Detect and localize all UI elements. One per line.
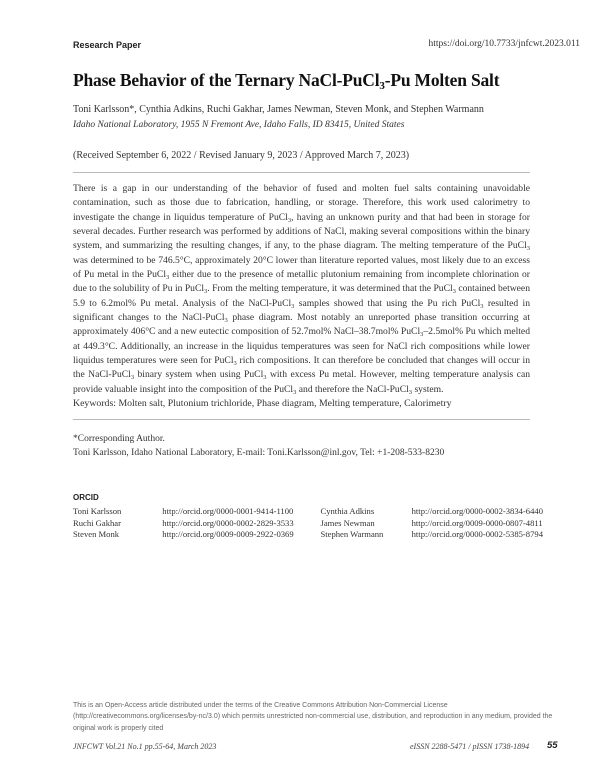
orcid-table [73,506,543,541]
corresponding-label: *Corresponding Author. [73,434,165,444]
orcid-name: Steven Monk [73,529,120,540]
section-label: Research Paper [73,40,142,50]
issn-info: eISSN 2288-5471 / pISSN 1738-1894 [410,742,530,751]
orcid-link[interactable]: http://orcid.org/0009-0000-0807-4811 [411,517,543,528]
title-subscript: 3 [379,80,385,92]
orcid-link[interactable]: http://orcid.org/0000-0002-2829-3533 [162,517,294,528]
orcid-name: James Newman [320,517,375,528]
orcid-name: Ruchi Gakhar [73,517,121,528]
orcid-heading: ORCID [73,493,99,502]
orcid-link[interactable]: http://orcid.org/0000-0001-9414-1100 [162,506,294,516]
journal-citation: JNFCWT Vol.21 No.1 pp.55-64, March 2023 [73,742,217,751]
orcid-name: Stephen Warmann [320,529,384,540]
title-tail: -Pu Molten Salt [384,70,500,90]
keywords: Keywords: Molten salt, Plutonium trichloride, Phase diagram, Melting temperature, Calorimetry [73,398,452,409]
page-number: 55 [547,740,558,751]
author-list: Toni Karlsson*, Cynthia Adkins, Ruchi Gakhar, James Newman, Steven Monk, and Stephen Warmann [73,104,484,115]
orcid-link[interactable]: http://orcid.org/0009-0009-2922-0369 [162,529,294,540]
divider-keywords [73,419,530,420]
corresponding-details: Toni Karlsson, Idaho National Laboratory, E-mail: Toni.Karlsson@inl.gov, Tel: +1-208-533-8230 [73,448,445,458]
submission-dates: (Received September 6, 2022 / Revised January 9, 2023 / Approved March 7, 2023) [73,150,410,161]
title-main: Phase Behavior of the Ternary NaCl-PuCl [73,70,380,90]
doi-link[interactable]: https://doi.org/10.7733/jnfcwt.2023.011 [428,39,580,49]
paper-title [73,70,499,91]
orcid-link[interactable]: http://orcid.org/0000-0002-3834-6440 [411,506,543,516]
divider-top [73,172,530,173]
table-row [73,518,543,530]
orcid-name: Cynthia Adkins [320,506,375,516]
orcid-name: Toni Karlsson [73,506,122,516]
orcid-link[interactable]: http://orcid.org/0000-0002-5385-8794 [411,529,543,540]
affiliation: Idaho National Laboratory, 1955 N Fremont Ave, Idaho Falls, ID 83415, United States [73,120,405,130]
table-row [73,529,543,541]
table-row [73,506,543,518]
abstract: There is a gap in our understanding of the behavior of fused and molten fuel salts containing unavoidable contamination, such as those due to fabrication, handling, or storage. Therefore, this work used calorimetry to investigate the change in liquidus temperature of PuCl$_3$, having an unknown purity and that had been in storage for several decades. Further research was performed by additions of NaCl, making several compositions within the binary system, and summarizing the resulting changes, if any, to the phase diagram. The melting temperature of the PuCl$_3$ was determined to be 746.5°C, approximately 20°C lower than literature reported values, most likely due to an excess of Pu metal in the PuCl$_3$ either due to the presence of metallic plutonium remaining from incomplete chlorination or due to the solubility of Pu in PuCl$_3$. From the melting temperature, it was determined that the PuCl$_3$ contained between 5.9 to 6.2mol% Pu metal. Analysis of the NaCl-PuCl$_3$ samples showed that using the Pu rich PuCl$_3$ resulted in significant changes to the NaCl-PuCl$_3$ phase diagram. Most notably an unreported phase transition occurring at approximately 406°C and a new eutectic composition of 52.7mol% NaCl–38.7mol% PuCl$_3$–2.5mol% Pu which melted at 449.3°C. Additionally, an increase in the liquidus temperatures was seen for NaCl rich compositions while lower liquidus temperatures were seen for PuCl$_3$ rich compositions. It can therefore be concluded that changes will occur in the NaCl-PuCl$_3$ binary system when using PuCl$_3$ with excess Pu metal. However, melting temperature analysis can provide valuable insight into the composition of the PuCl$_3$ and therefore the NaCl-PuCl$_3$ system. [73,183,530,396]
license-notice: This is an Open-Access article distributed under the terms of the Creative Commons Attribution Non-Commercial License (http://creativecommons.org/licenses/by-nc/3.0) which permits unrestricted non-commercial use, distribution, and reproduction in any medium, provided the original work is properly cited [73,702,553,732]
